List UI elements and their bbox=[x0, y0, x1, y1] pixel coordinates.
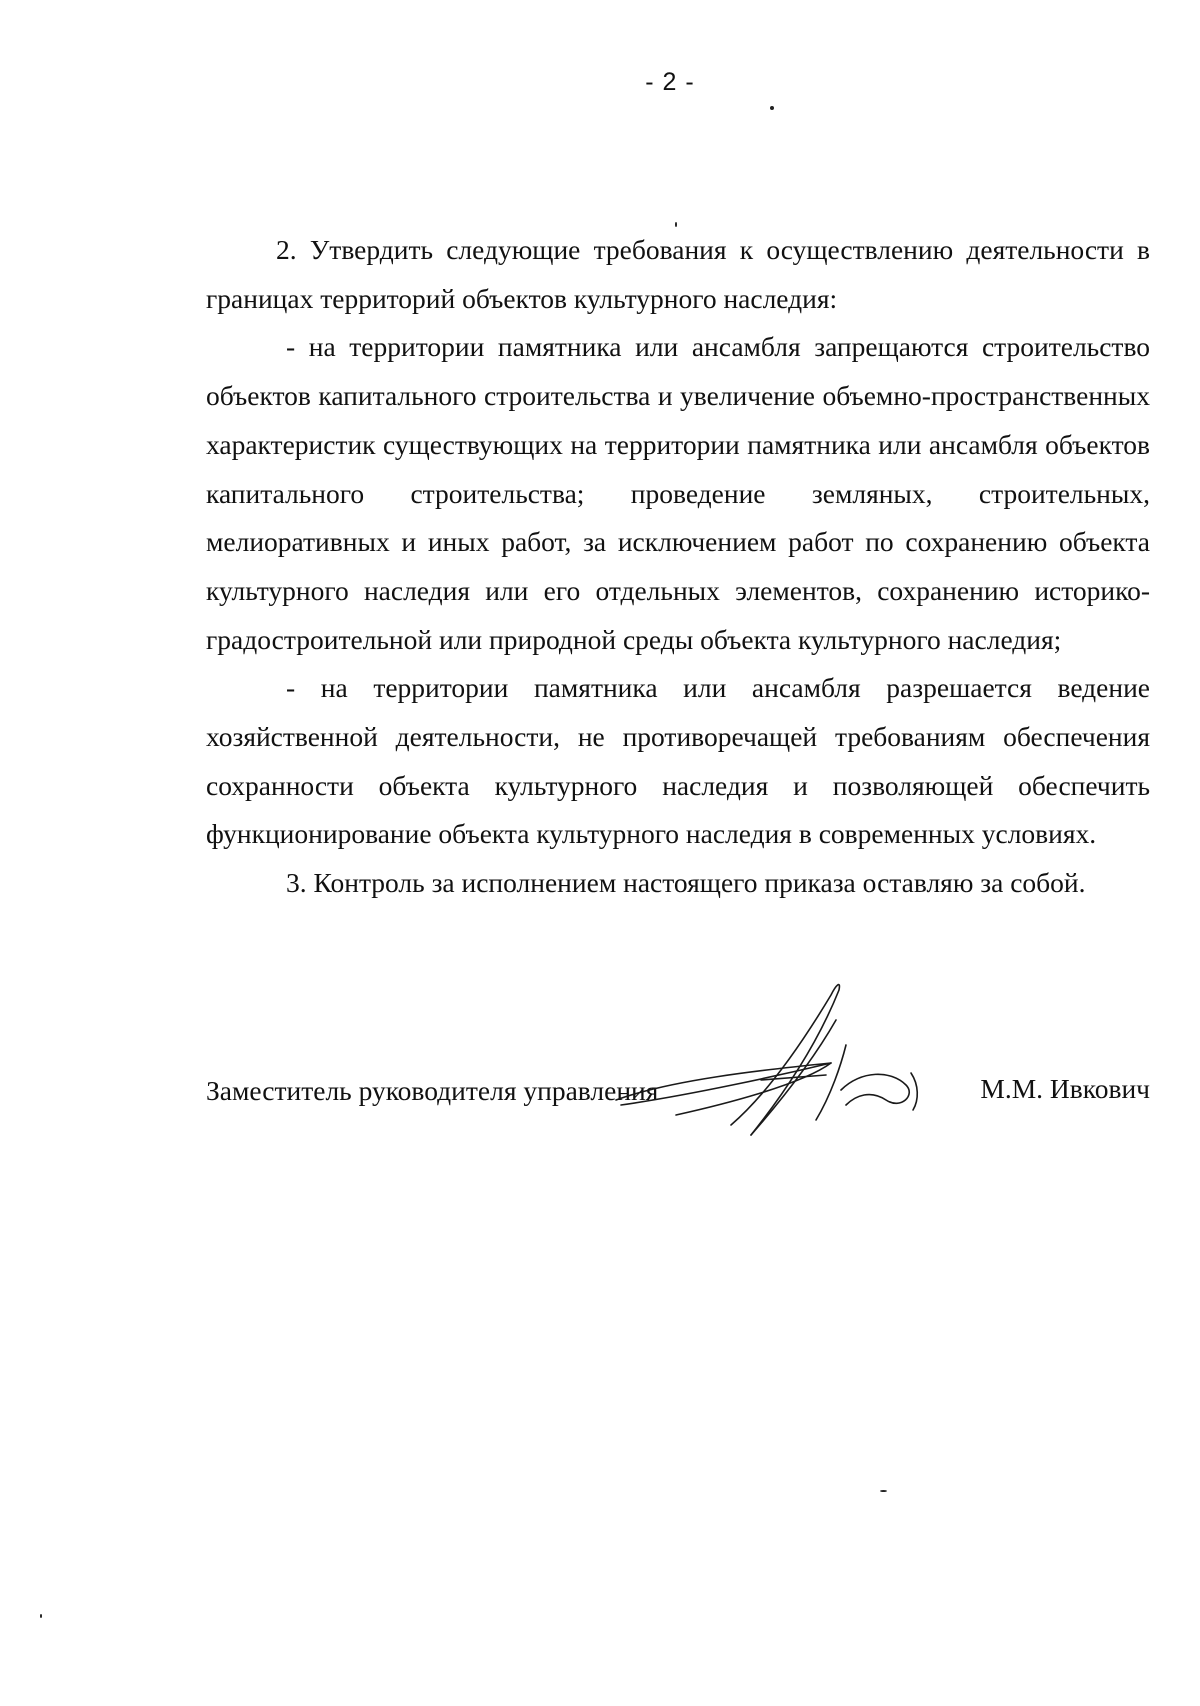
document-body bbox=[206, 226, 1150, 908]
paragraph-prohibitions: - на территории памятника или ансамбля запрещаются строительство объектов капитального строительства и увеличение объемно-пространственных характеристик существующих на территории памятника или ансамбля объектов капитального строительства; проведение земляных, строительных, мелиоративных и иных работ, за исключением работ по сохранению объекта культурного наследия или его отдельных элементов, сохранению историко-градостроительной или природной среды объекта культурного наследия; bbox=[206, 331, 1150, 655]
scan-speck bbox=[40, 1614, 42, 1618]
signer-title: Заместитель руководителя управления bbox=[206, 1075, 659, 1106]
signature-block bbox=[206, 975, 1150, 1145]
paragraph-requirements-intro: 2. Утвердить следующие требования к осуществлению деятельности в границах территорий объектов культурного наследия: bbox=[206, 234, 1150, 314]
paragraph-permissions: - на территории памятника или ансамбля разрешается ведение хозяйственной деятельности, не противоречащей требованиям обеспечения сохранности объекта культурного наследия и позволяющей обеспечить функционирование объекта культурного наследия в современных условиях. bbox=[206, 672, 1150, 850]
page-number: - 2 - bbox=[645, 68, 695, 96]
handwritten-signature bbox=[601, 975, 941, 1145]
paragraph-control: 3. Контроль за исполнением настоящего приказа оставляю за собой. bbox=[286, 867, 1086, 899]
signer-name: М.М. Ивкович bbox=[980, 1073, 1150, 1104]
scan-speck bbox=[770, 106, 774, 110]
scan-speck bbox=[880, 1490, 887, 1492]
